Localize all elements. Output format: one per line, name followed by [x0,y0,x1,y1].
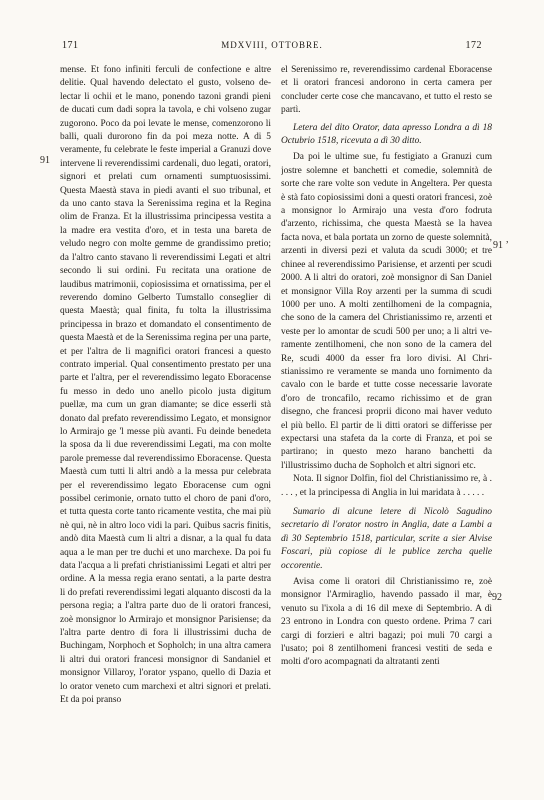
margin-number-left: 91 [40,155,50,166]
letter-heading-1: Letera del dito Orator, data apresso Londra a dì 18 Octubrio 1518, ricevuta a dì 30 ditto. [281,122,492,147]
right-paragraph-continuation: el Serenissimo re, reverendissimo cardenal Eboracense et li oratori francesi andorono in certa camera per concluder certe cose che mancavano, et tutto el resto se partì. [281,65,492,116]
nota-paragraph: Nota. Il signor Dolfin, fiol del Christianissimo re, à . . . . , et la principessa di Anglia in lui maridata à . . . . . [281,474,492,498]
letter-heading-2: Sumario di alcune letere di Nicolò Sagudino secretario di l'orator nostro in Anglia, date a Lambi a dì 30 Septembrio 1518, particular, scrite a sier Alvise Foscari, più copiose di le publice zercha quelle occorentie. [281,507,492,571]
margin-number-right-2: 92 [492,592,502,603]
right-paragraph-summary: Avisa come li oratori dil Christianissimo re, zoè monsignor l'Armiraglio, havendo passado il mar, è venuto su l'ixola a di 16 dil mexe di Septembrio. A dì 23 entrono in Londra con questo ordene. Prima 7 cari cargi di forzieri e altri bagazi; poi muli 70 cargi a l'usato; poi 8 zentilhomeni francesi vestiti de seda e molti d'oro acompagnati da altratanti zenti [281,577,492,668]
page-number-right: 172 [465,40,482,51]
right-column [281,64,492,778]
running-header [0,40,544,56]
left-column [60,64,271,778]
running-title: MDXVIII, OTTOBRE. [221,40,323,50]
page-number-left: 171 [62,40,79,51]
left-paragraph: mense. Et fono infiniti ferculi de confectione e altre delitie. Qual havendo delectato el gusto, volseno delectar li ochii et le mano, ponendo tazoni grandi pieni de ducati cum dadi sopra la tavola, e chi volseno zugar zugorono. Poco da poi levate le mense, comenzorono li balli, quali durorono fin da poi meza notte. A di 5 veramente, fu celebrate le feste imperial a Granuzi dove intervene li reverendissimi cardenali, duo legati, oratori, signori et prelati cum ornamenti sumptuosissimi. Questa Maestà stava in piedi avanti el suo tribunal, et da uno canto stava la Serenissima regina et la Regina olim de Franza. Et la illustrissima principessa vestita a la madre era vestita d'oro, et in testa una bareta de veludo negro con molte gemme de grandissimo pretio; da l'altro canto stavano li reverendissimi Legati et altri secondo li sui ordini. Fu recitata una oratione de laudibus matrimonii, copiosissima et ornatissima, per el reverendo domino Gelberto Tumstallo conseglier di questa Maestà; qual finita, fu tolta la illustrissima principessa in brazo et domandato el consentimento de questa Maestà et de la Serenissima regina per una parte, et per l'altra de li magnifici oratori francesi a questo contrato imperial. Qual consentimento prestato per una parte et l'altra, per el reverendissimo legato Eboracense fu messo in dedo uno anello picolo justa digitum puellæ, ma cum un gran diamante; se dice esserli stà donato dal prefato reverendissimo Legato, et monsignor lo Armirajo ge 'l messe più avanti. Fu deinde benedeta la sposa da li due reverendissimi Legati, ma con molte parole premesse dal reverendissimo Eboracense. Questa Maestà cum tutti li altri andò a la messa pur celebrata per el reverendissimo legato Eboracense cum ogni possibel cerimonie, ornato tutto el choro de pani d'oro, et tutta questa corte tanto ricamente vestita, che mai più nè qui, nè in altro loco vidi la pari. Quibus sacris finitis, andò dita Maestà cum li altri a disnar, a la qual fu data aqua a le man per tre duchi et uno marchexe. Da poi fu data l'acqua a li prefati christianissimi Legati et altri per ordine. A la messa regia erano sentati, a la parte destra li do prefati reverendissimi legati alquanto discosti da la persona regia; a l'altra parte duo de li oratori francesi, zoè monsignor lo Armirajo et monsignor Parisiense; da l'altra parte dentro di fora li illustrissimi ducha de Buchingam, Norphoch et Sopholch; in una altra camera li altri dui oratori francesi monsignor di Sandaniel et monsignor Villaroy, l'orator yspano, quello di Dazia et lo orator veneto cum marchexi et altri signori et prelati. Et da poi pranso [60,65,271,706]
margin-number-right-1: 91 ʼ [493,240,509,251]
right-paragraph-letter: Da poi le ultime sue, fu festigiato a Granuzi cum jostre solemne et banchetti et comedie, solemnità de sorte che rare volte son vedute in Angeltera. Per questa è stà fato copiosissimi doni a questi oratori francesi, zoè a monsignor lo Armirajo una vesta d'oro fodruta d'arzento, richissima, che questa Maestà se la havea facta nova, et bala portata un zorno de queste solemnità, arzenti in diversi pezi et valuta da scudi 3000; et tre chinee al reverendissimo Parisiense, et arzenti per scudi 2000. A li altri do oratori, zoè monsignor di San Daniel et monsignor Villa Roy arzenti per la summa di scudi 1000 per uno. A molti zentilhomeni de la compagnia, che sono de la camera del Christianissimo re, arzenti et veste per lo amontar de scudi 500 per uno; a li altri veramente zentilhomeni, che non sono de la camera del Re, scudi 4000 da esser fra loro divisi. Al Christianissimo re veramente se manda uno fornimento da cavalo con le barde et tutte cosse necessarie lavorate d'oro de troncafilo, recamo richissimo et de gran disegno, che francesi proprii dicono mai haver veduto el più bello. El partir de li ditti oratori se differisse per expectarsi una stafeta da la corte di Franza, et poi se partirano; in questo mezo harano banchetti da l'illustrissimo ducha de Sopholch et altri signori etc. [281,152,492,471]
